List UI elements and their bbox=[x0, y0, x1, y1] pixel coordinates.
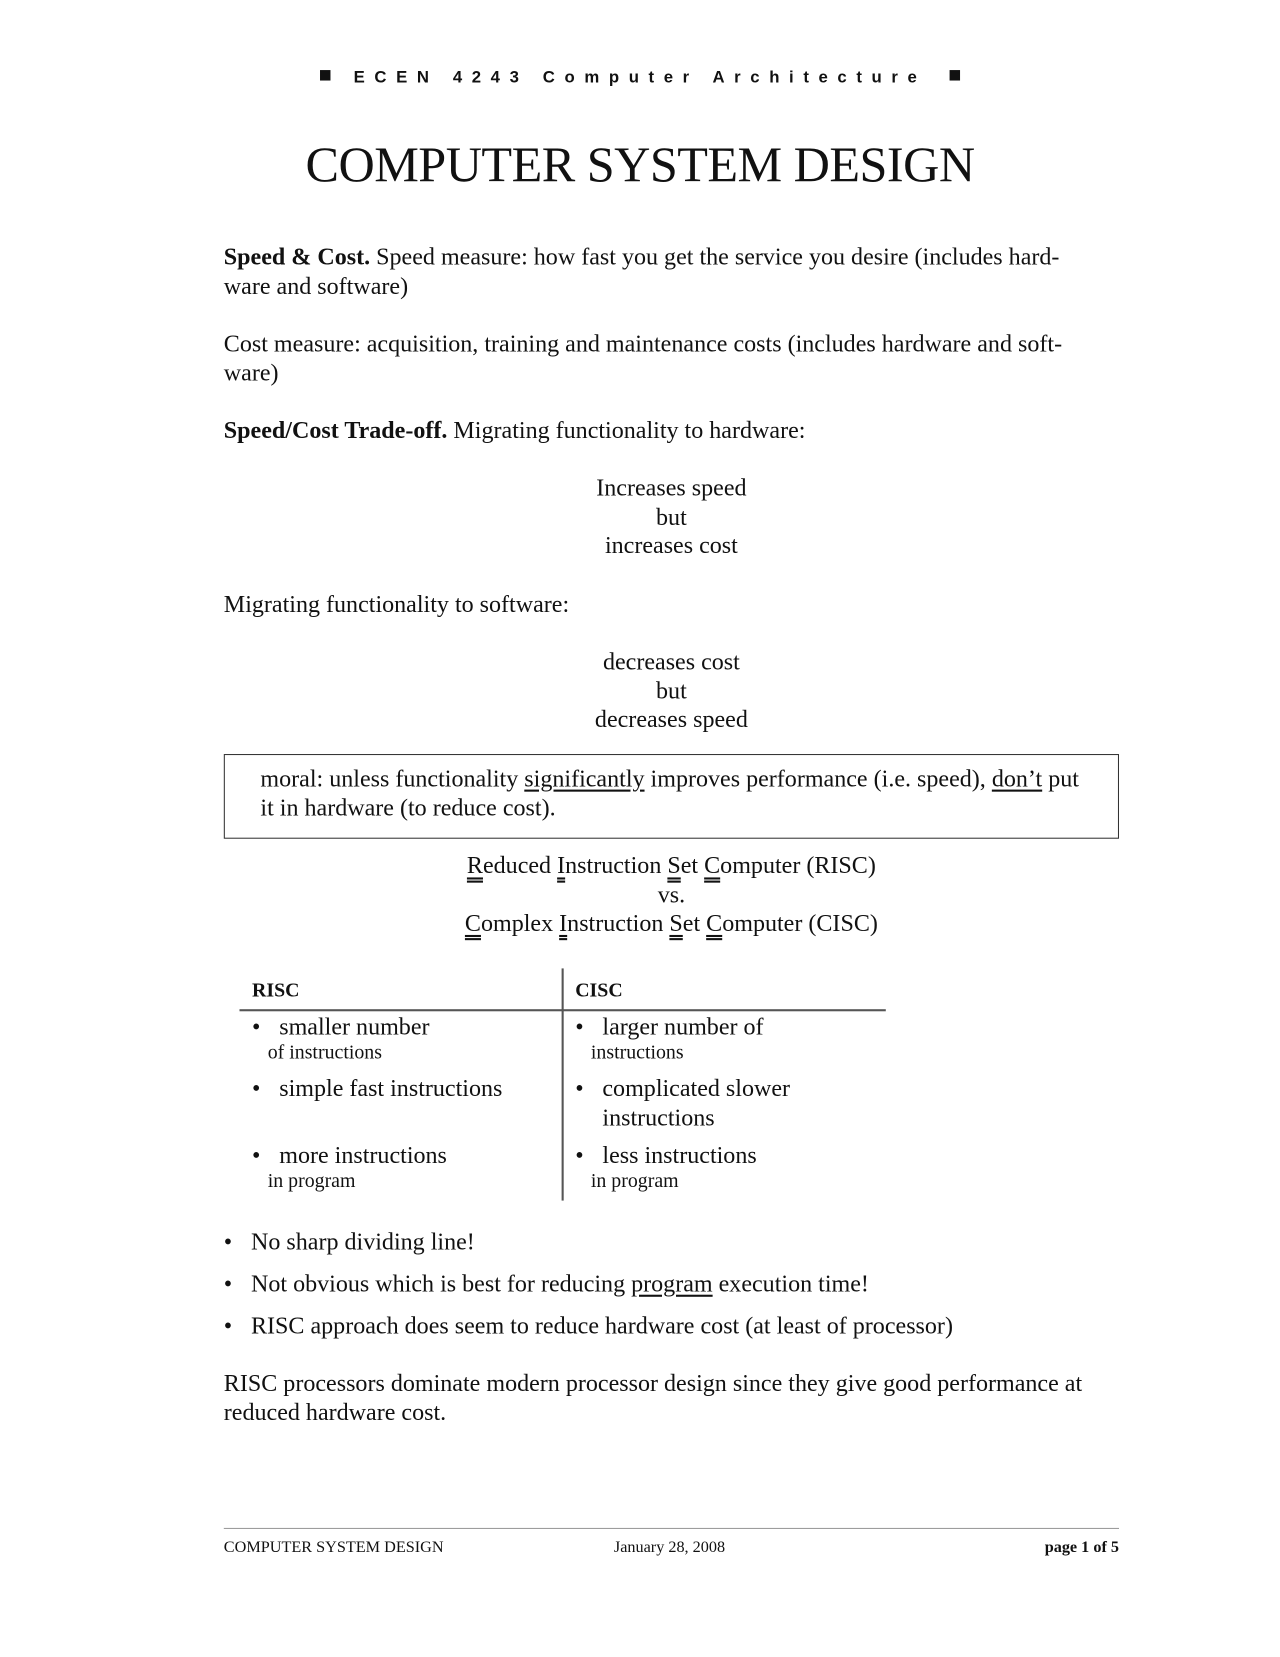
risc-row-1 bbox=[252, 1012, 429, 1064]
cisc-row-3 bbox=[575, 1141, 757, 1193]
table-divider bbox=[562, 968, 564, 1200]
acronym-word: omplex bbox=[480, 909, 560, 936]
acronym-word: nstruction bbox=[565, 852, 668, 879]
sw-effect-line: decreases speed bbox=[594, 705, 748, 733]
cell-text: less instructions bbox=[602, 1142, 757, 1169]
cisc-expansion bbox=[224, 909, 1119, 938]
acronym-word: educed bbox=[482, 852, 558, 879]
sw-effect-line: but bbox=[656, 677, 687, 704]
conclusion-text: reduced hardware cost. bbox=[223, 1398, 447, 1425]
cost-measure-paragraph bbox=[224, 329, 1121, 387]
cell-text: smaller number bbox=[279, 1013, 430, 1040]
risc-vs-cisc-heading bbox=[224, 851, 1119, 937]
bullet-icon: • bbox=[223, 1312, 233, 1339]
cost-measure-text: Cost measure: acquisition, training and maintenance costs (includes hardware and soft- bbox=[223, 330, 1063, 357]
acronym-letter: R bbox=[466, 852, 483, 879]
acronym-letter: C bbox=[706, 909, 723, 936]
moral-emphasis: significantly bbox=[524, 765, 645, 792]
moral-part: moral: unless functionality bbox=[260, 765, 525, 792]
speed-measure-text: Speed measure: how fast you get the service you desire (includes hard- bbox=[376, 243, 1060, 270]
moral-part: put bbox=[1042, 765, 1079, 792]
acronym-letter: S bbox=[667, 852, 681, 879]
speed-cost-paragraph bbox=[224, 243, 1121, 301]
cell-text: simple fast instructions bbox=[279, 1075, 503, 1102]
bullet-text: execution time! bbox=[712, 1270, 869, 1297]
bullet-icon: • bbox=[223, 1270, 233, 1297]
bullet-icon: • bbox=[575, 1142, 584, 1169]
risc-row-2 bbox=[252, 1074, 502, 1103]
table-header-cisc: CISC bbox=[575, 979, 623, 1002]
hw-effect-line: Increases speed bbox=[596, 474, 747, 501]
acronym-letter: I bbox=[559, 909, 568, 936]
bullet-icon: • bbox=[252, 1142, 261, 1169]
vs-label: vs. bbox=[657, 881, 686, 908]
acronym-word: omputer (RISC) bbox=[720, 852, 876, 879]
moral-emphasis: don’t bbox=[991, 765, 1043, 792]
risc-expansion bbox=[224, 851, 1119, 880]
table-header-rule bbox=[239, 1009, 885, 1011]
bullet-icon: • bbox=[575, 1075, 584, 1102]
bullet-text: RISC approach does seem to reduce hardware cost (at least of processor) bbox=[250, 1312, 953, 1339]
acronym-word: et bbox=[682, 909, 707, 936]
cell-subtext: in program bbox=[590, 1169, 679, 1192]
cell-text: more instructions bbox=[279, 1142, 447, 1169]
cell-text: instructions bbox=[602, 1103, 715, 1130]
acronym-letter: C bbox=[704, 852, 721, 879]
bullet-emphasis: program bbox=[631, 1270, 713, 1297]
tradeoff-paragraph bbox=[224, 416, 1121, 445]
moral-part: it in hardware (to reduce cost). bbox=[260, 794, 556, 821]
sw-effect-line: decreases cost bbox=[602, 648, 740, 675]
page-title: COMPUTER SYSTEM DESIGN bbox=[305, 136, 975, 193]
speed-measure-text-cont: ware and software) bbox=[223, 272, 409, 299]
acronym-word: et bbox=[680, 852, 705, 879]
footer-page-number: page 1 of 5 bbox=[1044, 1538, 1120, 1557]
cisc-row-2 bbox=[575, 1074, 790, 1132]
course-header bbox=[0, 69, 1280, 88]
footer-date: January 28, 2008 bbox=[613, 1538, 726, 1557]
list-item bbox=[224, 1311, 953, 1340]
risc-row-3 bbox=[252, 1141, 447, 1193]
bullet-text: Not obvious which is best for reducing bbox=[250, 1270, 632, 1297]
table-header-risc: RISC bbox=[252, 979, 300, 1002]
conclusion-text: RISC processors dominate modern processor design since they give good performance at bbox=[223, 1369, 1083, 1397]
bullet-icon: • bbox=[223, 1228, 233, 1255]
cell-subtext: of instructions bbox=[267, 1041, 382, 1064]
cell-subtext: instructions bbox=[590, 1041, 684, 1064]
black-square-icon bbox=[320, 70, 330, 80]
acronym-word: omputer (CISC) bbox=[722, 909, 878, 936]
bullet-icon: • bbox=[252, 1013, 261, 1040]
hw-effect-line: but bbox=[656, 503, 687, 530]
conclusion-paragraph bbox=[224, 1369, 1121, 1427]
acronym-letter: S bbox=[669, 909, 683, 936]
acronym-letter: C bbox=[464, 909, 481, 936]
footer-rule bbox=[224, 1528, 1119, 1529]
tradeoff-heading: Speed/Cost Trade-off. bbox=[223, 417, 448, 444]
moral-part: improves performance (i.e. speed), bbox=[644, 765, 992, 792]
acronym-letter: I bbox=[557, 852, 566, 879]
moral-text bbox=[260, 764, 1112, 822]
bullet-icon: • bbox=[252, 1075, 261, 1102]
hw-effect-line: increases cost bbox=[604, 532, 738, 559]
list-item bbox=[224, 1228, 475, 1257]
moral-box bbox=[224, 754, 1119, 839]
course-name: ECEN 4243 Computer Architecture bbox=[353, 69, 927, 87]
cost-measure-text-cont: ware) bbox=[223, 359, 279, 386]
software-effects bbox=[224, 647, 1119, 733]
footer-title: COMPUTER SYSTEM DESIGN bbox=[223, 1538, 444, 1557]
list-item bbox=[224, 1270, 869, 1299]
acronym-word: nstruction bbox=[567, 909, 670, 936]
cell-subtext: in program bbox=[267, 1169, 356, 1192]
software-intro: Migrating functionality to software: bbox=[223, 590, 570, 618]
cell-text: larger number of bbox=[602, 1013, 764, 1040]
bullet-text: No sharp dividing line! bbox=[250, 1228, 475, 1255]
bullet-icon: • bbox=[575, 1013, 584, 1040]
cisc-row-1 bbox=[575, 1012, 763, 1064]
hardware-effects bbox=[224, 474, 1119, 560]
tradeoff-text: Migrating functionality to hardware: bbox=[453, 417, 806, 444]
cell-text: complicated slower bbox=[602, 1075, 791, 1102]
black-square-icon bbox=[949, 70, 959, 80]
speed-cost-heading: Speed & Cost. bbox=[223, 243, 371, 270]
